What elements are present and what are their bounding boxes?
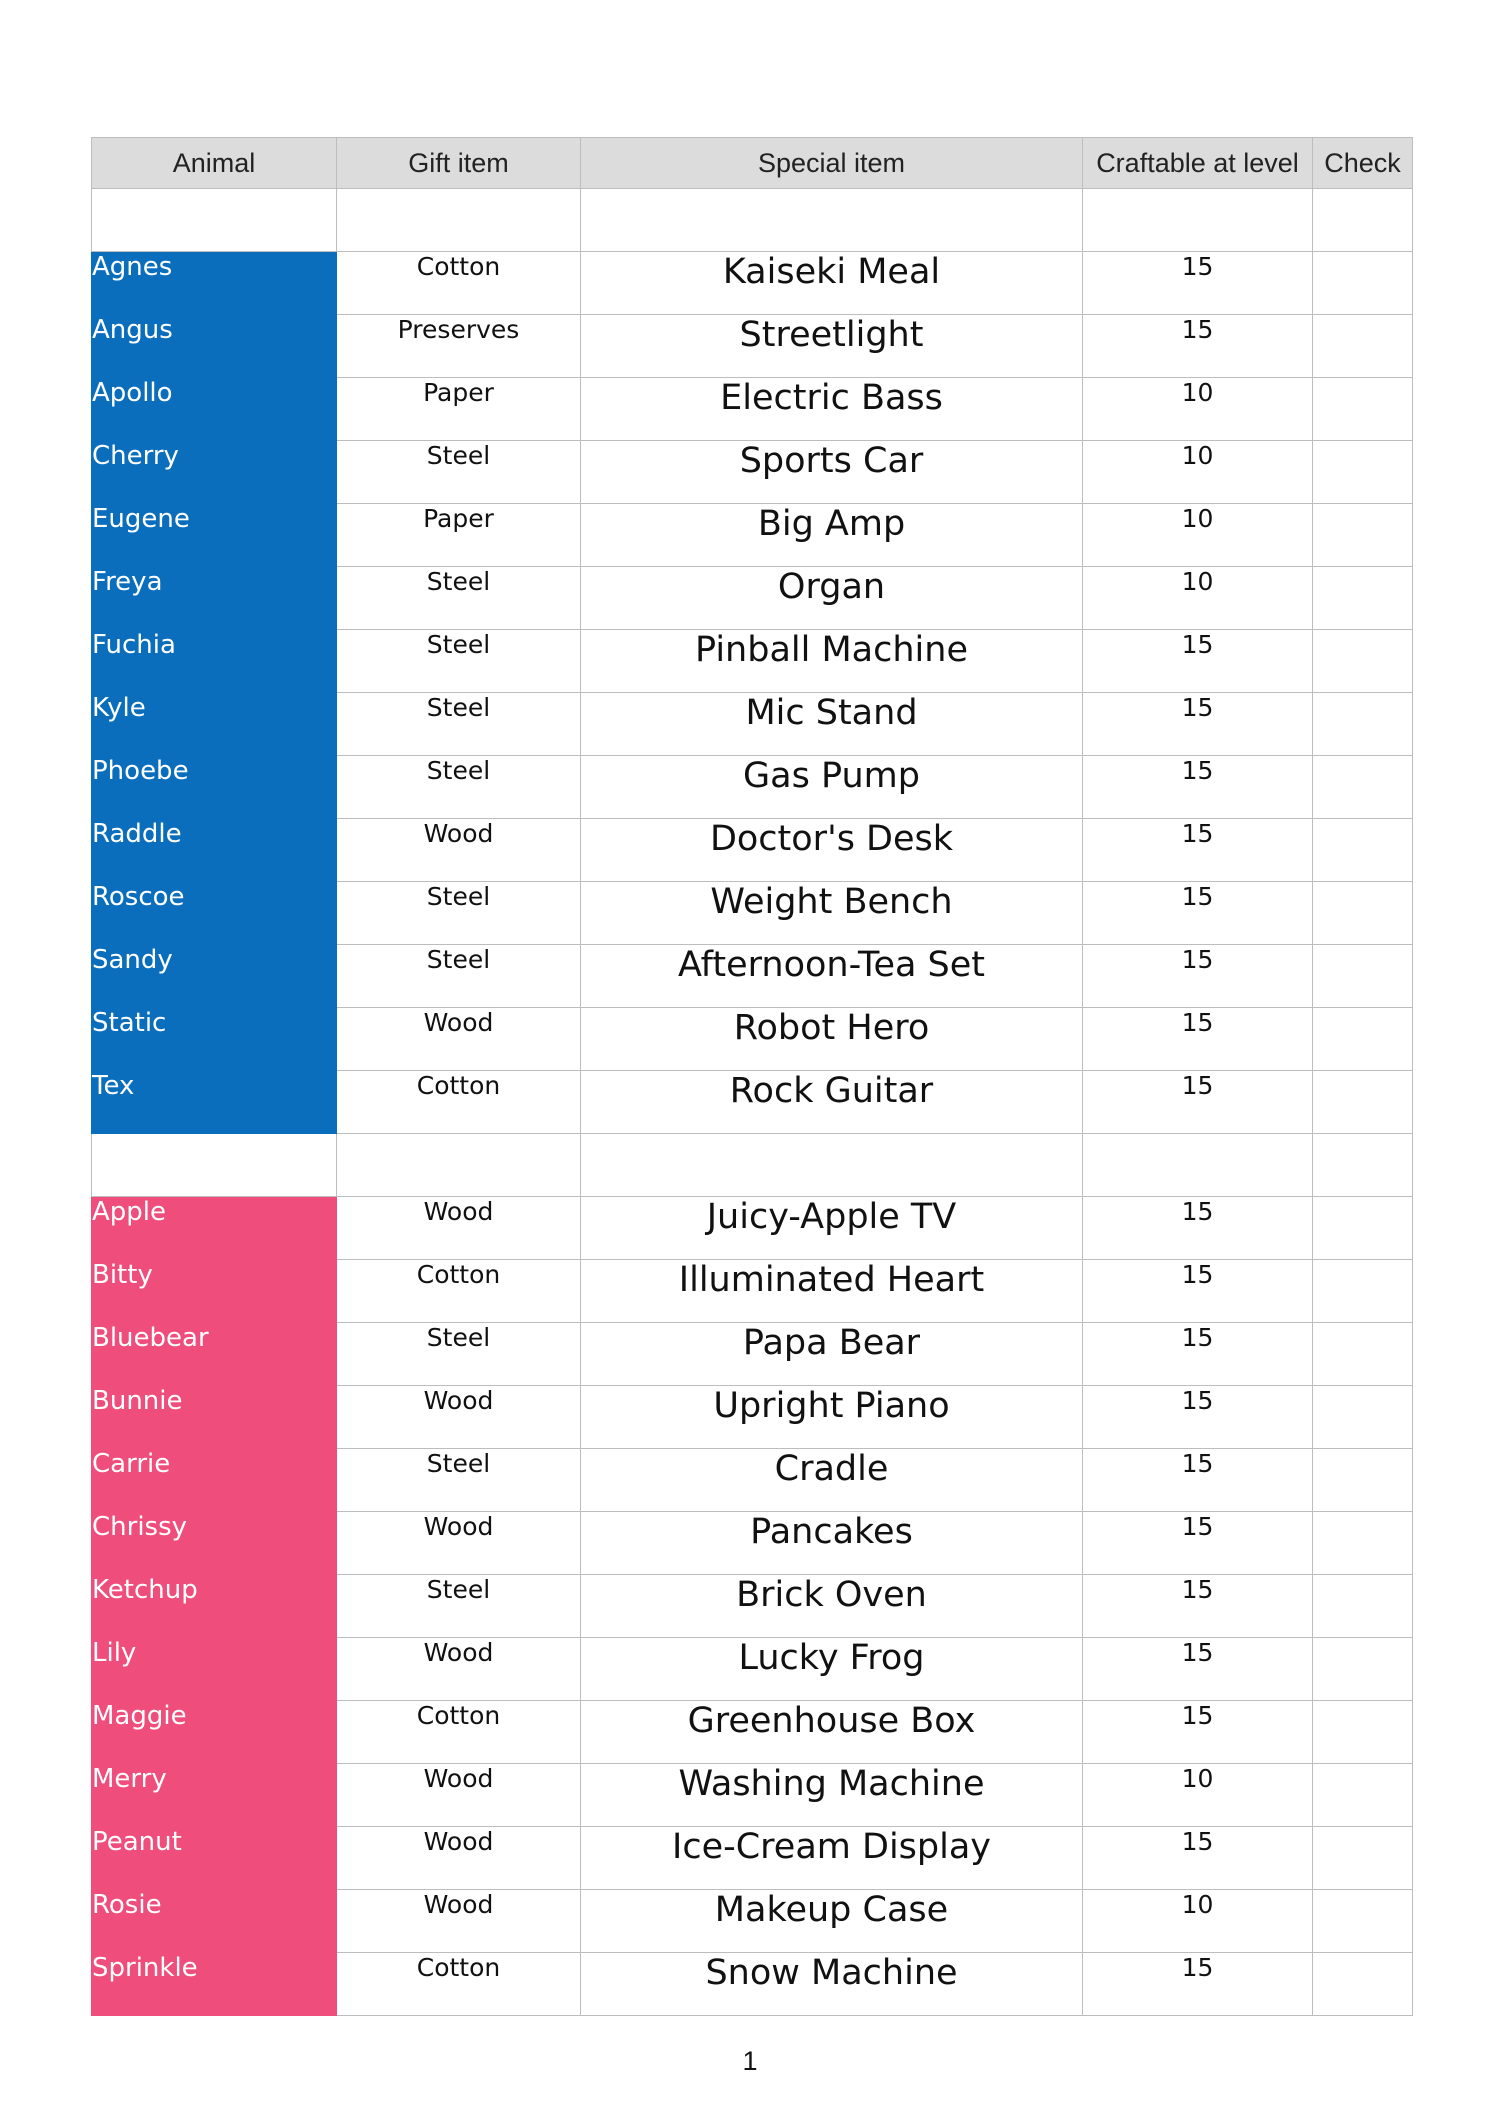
check-cell[interactable] (1313, 1449, 1413, 1512)
gift-cell: Steel (337, 756, 581, 819)
table-row (92, 756, 1413, 819)
level-cell: 15 (1083, 630, 1313, 693)
special-item-cell: Kaiseki Meal (581, 252, 1083, 315)
level-cell: 15 (1083, 1008, 1313, 1071)
level-cell: 10 (1083, 1890, 1313, 1953)
gift-cell: Cotton (337, 1953, 581, 2016)
empty-cell (1083, 189, 1313, 252)
table-row (92, 315, 1413, 378)
header-row (92, 138, 1413, 189)
level-cell: 15 (1083, 315, 1313, 378)
animal-cell: Kyle (92, 693, 337, 756)
animal-cell: Agnes (92, 252, 337, 315)
special-item-cell: Mic Stand (581, 693, 1083, 756)
animal-cell: Fuchia (92, 630, 337, 693)
special-item-cell: Juicy-Apple TV (581, 1197, 1083, 1260)
check-cell[interactable] (1313, 441, 1413, 504)
animal-cell: Ketchup (92, 1575, 337, 1638)
empty-cell (1313, 189, 1413, 252)
animal-cell: Cherry (92, 441, 337, 504)
table-row (92, 1512, 1413, 1575)
table-row (92, 1386, 1413, 1449)
check-cell[interactable] (1313, 819, 1413, 882)
empty-cell (581, 189, 1083, 252)
table-row (92, 378, 1413, 441)
table-row (92, 1449, 1413, 1512)
gift-cell: Preserves (337, 315, 581, 378)
level-cell: 15 (1083, 1575, 1313, 1638)
table-row (92, 1071, 1413, 1134)
gift-cell: Cotton (337, 252, 581, 315)
gift-cell: Cotton (337, 1701, 581, 1764)
empty-cell (337, 1134, 581, 1197)
gift-cell: Steel (337, 630, 581, 693)
table-body (92, 189, 1413, 2016)
special-item-cell: Streetlight (581, 315, 1083, 378)
check-cell[interactable] (1313, 1701, 1413, 1764)
gift-cell: Steel (337, 1575, 581, 1638)
gift-cell: Steel (337, 567, 581, 630)
check-cell[interactable] (1313, 1575, 1413, 1638)
animal-cell: Eugene (92, 504, 337, 567)
table-row (92, 630, 1413, 693)
gift-cell: Wood (337, 1386, 581, 1449)
gift-cell: Wood (337, 1827, 581, 1890)
animal-cell: Merry (92, 1764, 337, 1827)
level-cell: 15 (1083, 1638, 1313, 1701)
gift-cell: Steel (337, 945, 581, 1008)
table-row (92, 1764, 1413, 1827)
animal-cell: Bluebear (92, 1323, 337, 1386)
level-cell: 15 (1083, 1197, 1313, 1260)
level-cell: 15 (1083, 945, 1313, 1008)
special-item-cell: Pinball Machine (581, 630, 1083, 693)
page-number: 1 (742, 2046, 758, 2076)
gift-cell: Wood (337, 819, 581, 882)
animal-cell: Sprinkle (92, 1953, 337, 2016)
table-row (92, 1008, 1413, 1071)
table-row (92, 252, 1413, 315)
animal-cell: Bitty (92, 1260, 337, 1323)
gift-cell: Wood (337, 1197, 581, 1260)
empty-cell (581, 1134, 1083, 1197)
animal-cell: Angus (92, 315, 337, 378)
header-gift: Gift item (337, 138, 581, 189)
empty-cell (337, 189, 581, 252)
level-cell: 15 (1083, 1323, 1313, 1386)
table-row (92, 1197, 1413, 1260)
empty-cell (92, 189, 337, 252)
check-cell[interactable] (1313, 567, 1413, 630)
animal-cell: Chrissy (92, 1512, 337, 1575)
table-row (92, 1638, 1413, 1701)
special-item-cell: Snow Machine (581, 1953, 1083, 2016)
check-cell[interactable] (1313, 1260, 1413, 1323)
animal-cell: Tex (92, 1071, 337, 1134)
level-cell: 10 (1083, 504, 1313, 567)
level-cell: 15 (1083, 1260, 1313, 1323)
check-cell[interactable] (1313, 1827, 1413, 1890)
spacer-row (92, 1134, 1413, 1197)
gift-cell: Cotton (337, 1071, 581, 1134)
level-cell: 15 (1083, 1449, 1313, 1512)
header-special: Special item (581, 138, 1083, 189)
gift-cell: Cotton (337, 1260, 581, 1323)
animal-cell: Apple (92, 1197, 337, 1260)
special-item-cell: Pancakes (581, 1512, 1083, 1575)
gift-cell: Steel (337, 1323, 581, 1386)
table-row (92, 504, 1413, 567)
table-row (92, 1575, 1413, 1638)
check-cell[interactable] (1313, 882, 1413, 945)
gift-cell: Wood (337, 1890, 581, 1953)
table-row (92, 1701, 1413, 1764)
level-cell: 15 (1083, 819, 1313, 882)
check-cell[interactable] (1313, 504, 1413, 567)
special-item-cell: Illuminated Heart (581, 1260, 1083, 1323)
level-cell: 10 (1083, 1764, 1313, 1827)
table-row (92, 567, 1413, 630)
gift-cell: Wood (337, 1638, 581, 1701)
special-item-cell: Lucky Frog (581, 1638, 1083, 1701)
header-level: Craftable at level (1083, 138, 1313, 189)
special-item-cell: Electric Bass (581, 378, 1083, 441)
animal-cell: Carrie (92, 1449, 337, 1512)
table-row (92, 441, 1413, 504)
special-item-cell: Weight Bench (581, 882, 1083, 945)
animal-cell: Sandy (92, 945, 337, 1008)
gift-cell: Wood (337, 1008, 581, 1071)
header-animal: Animal (92, 138, 337, 189)
table-row (92, 882, 1413, 945)
special-item-cell: Organ (581, 567, 1083, 630)
gift-table (91, 137, 1413, 2016)
level-cell: 15 (1083, 1701, 1313, 1764)
level-cell: 15 (1083, 1953, 1313, 2016)
special-item-cell: Papa Bear (581, 1323, 1083, 1386)
gift-cell: Steel (337, 1449, 581, 1512)
table-row (92, 1323, 1413, 1386)
animal-cell: Rosie (92, 1890, 337, 1953)
empty-cell (1083, 1134, 1313, 1197)
animal-cell: Apollo (92, 378, 337, 441)
animal-cell: Phoebe (92, 756, 337, 819)
special-item-cell: Makeup Case (581, 1890, 1083, 1953)
table-row (92, 1260, 1413, 1323)
check-cell[interactable] (1313, 1512, 1413, 1575)
level-cell: 10 (1083, 378, 1313, 441)
level-cell: 15 (1083, 882, 1313, 945)
gift-cell: Steel (337, 693, 581, 756)
special-item-cell: Ice-Cream Display (581, 1827, 1083, 1890)
level-cell: 15 (1083, 1512, 1313, 1575)
special-item-cell: Brick Oven (581, 1575, 1083, 1638)
check-cell[interactable] (1313, 1386, 1413, 1449)
level-cell: 15 (1083, 1827, 1313, 1890)
level-cell: 15 (1083, 756, 1313, 819)
check-cell[interactable] (1313, 1197, 1413, 1260)
special-item-cell: Afternoon-Tea Set (581, 945, 1083, 1008)
level-cell: 10 (1083, 441, 1313, 504)
header-check: Check (1313, 138, 1413, 189)
animal-cell: Bunnie (92, 1386, 337, 1449)
gift-cell: Wood (337, 1764, 581, 1827)
check-cell[interactable] (1313, 252, 1413, 315)
level-cell: 15 (1083, 1071, 1313, 1134)
check-cell[interactable] (1313, 1890, 1413, 1953)
gift-cell: Steel (337, 882, 581, 945)
special-item-cell: Doctor's Desk (581, 819, 1083, 882)
animal-cell: Roscoe (92, 882, 337, 945)
empty-cell (92, 1134, 337, 1197)
table-row (92, 945, 1413, 1008)
special-item-cell: Upright Piano (581, 1386, 1083, 1449)
check-cell[interactable] (1313, 1071, 1413, 1134)
level-cell: 10 (1083, 567, 1313, 630)
table-row (92, 1890, 1413, 1953)
gift-cell: Wood (337, 1512, 581, 1575)
special-item-cell: Cradle (581, 1449, 1083, 1512)
animal-cell: Freya (92, 567, 337, 630)
gift-cell: Paper (337, 504, 581, 567)
gift-cell: Steel (337, 441, 581, 504)
check-cell[interactable] (1313, 693, 1413, 756)
special-item-cell: Rock Guitar (581, 1071, 1083, 1134)
gift-cell: Paper (337, 378, 581, 441)
check-cell[interactable] (1313, 756, 1413, 819)
animal-cell: Lily (92, 1638, 337, 1701)
check-cell[interactable] (1313, 1953, 1413, 2016)
empty-cell (1313, 1134, 1413, 1197)
animal-cell: Raddle (92, 819, 337, 882)
special-item-cell: Sports Car (581, 441, 1083, 504)
animal-cell: Peanut (92, 1827, 337, 1890)
table-row (92, 1953, 1413, 2016)
check-cell[interactable] (1313, 945, 1413, 1008)
level-cell: 15 (1083, 693, 1313, 756)
animal-cell: Maggie (92, 1701, 337, 1764)
special-item-cell: Washing Machine (581, 1764, 1083, 1827)
check-cell[interactable] (1313, 378, 1413, 441)
animal-cell: Static (92, 1008, 337, 1071)
spacer-row (92, 189, 1413, 252)
special-item-cell: Gas Pump (581, 756, 1083, 819)
check-cell[interactable] (1313, 1323, 1413, 1386)
table-row (92, 693, 1413, 756)
table-row (92, 1827, 1413, 1890)
check-cell[interactable] (1313, 315, 1413, 378)
table-row (92, 819, 1413, 882)
check-cell[interactable] (1313, 630, 1413, 693)
check-cell[interactable] (1313, 1008, 1413, 1071)
special-item-cell: Greenhouse Box (581, 1701, 1083, 1764)
special-item-cell: Big Amp (581, 504, 1083, 567)
level-cell: 15 (1083, 252, 1313, 315)
level-cell: 15 (1083, 1386, 1313, 1449)
special-item-cell: Robot Hero (581, 1008, 1083, 1071)
check-cell[interactable] (1313, 1764, 1413, 1827)
check-cell[interactable] (1313, 1638, 1413, 1701)
